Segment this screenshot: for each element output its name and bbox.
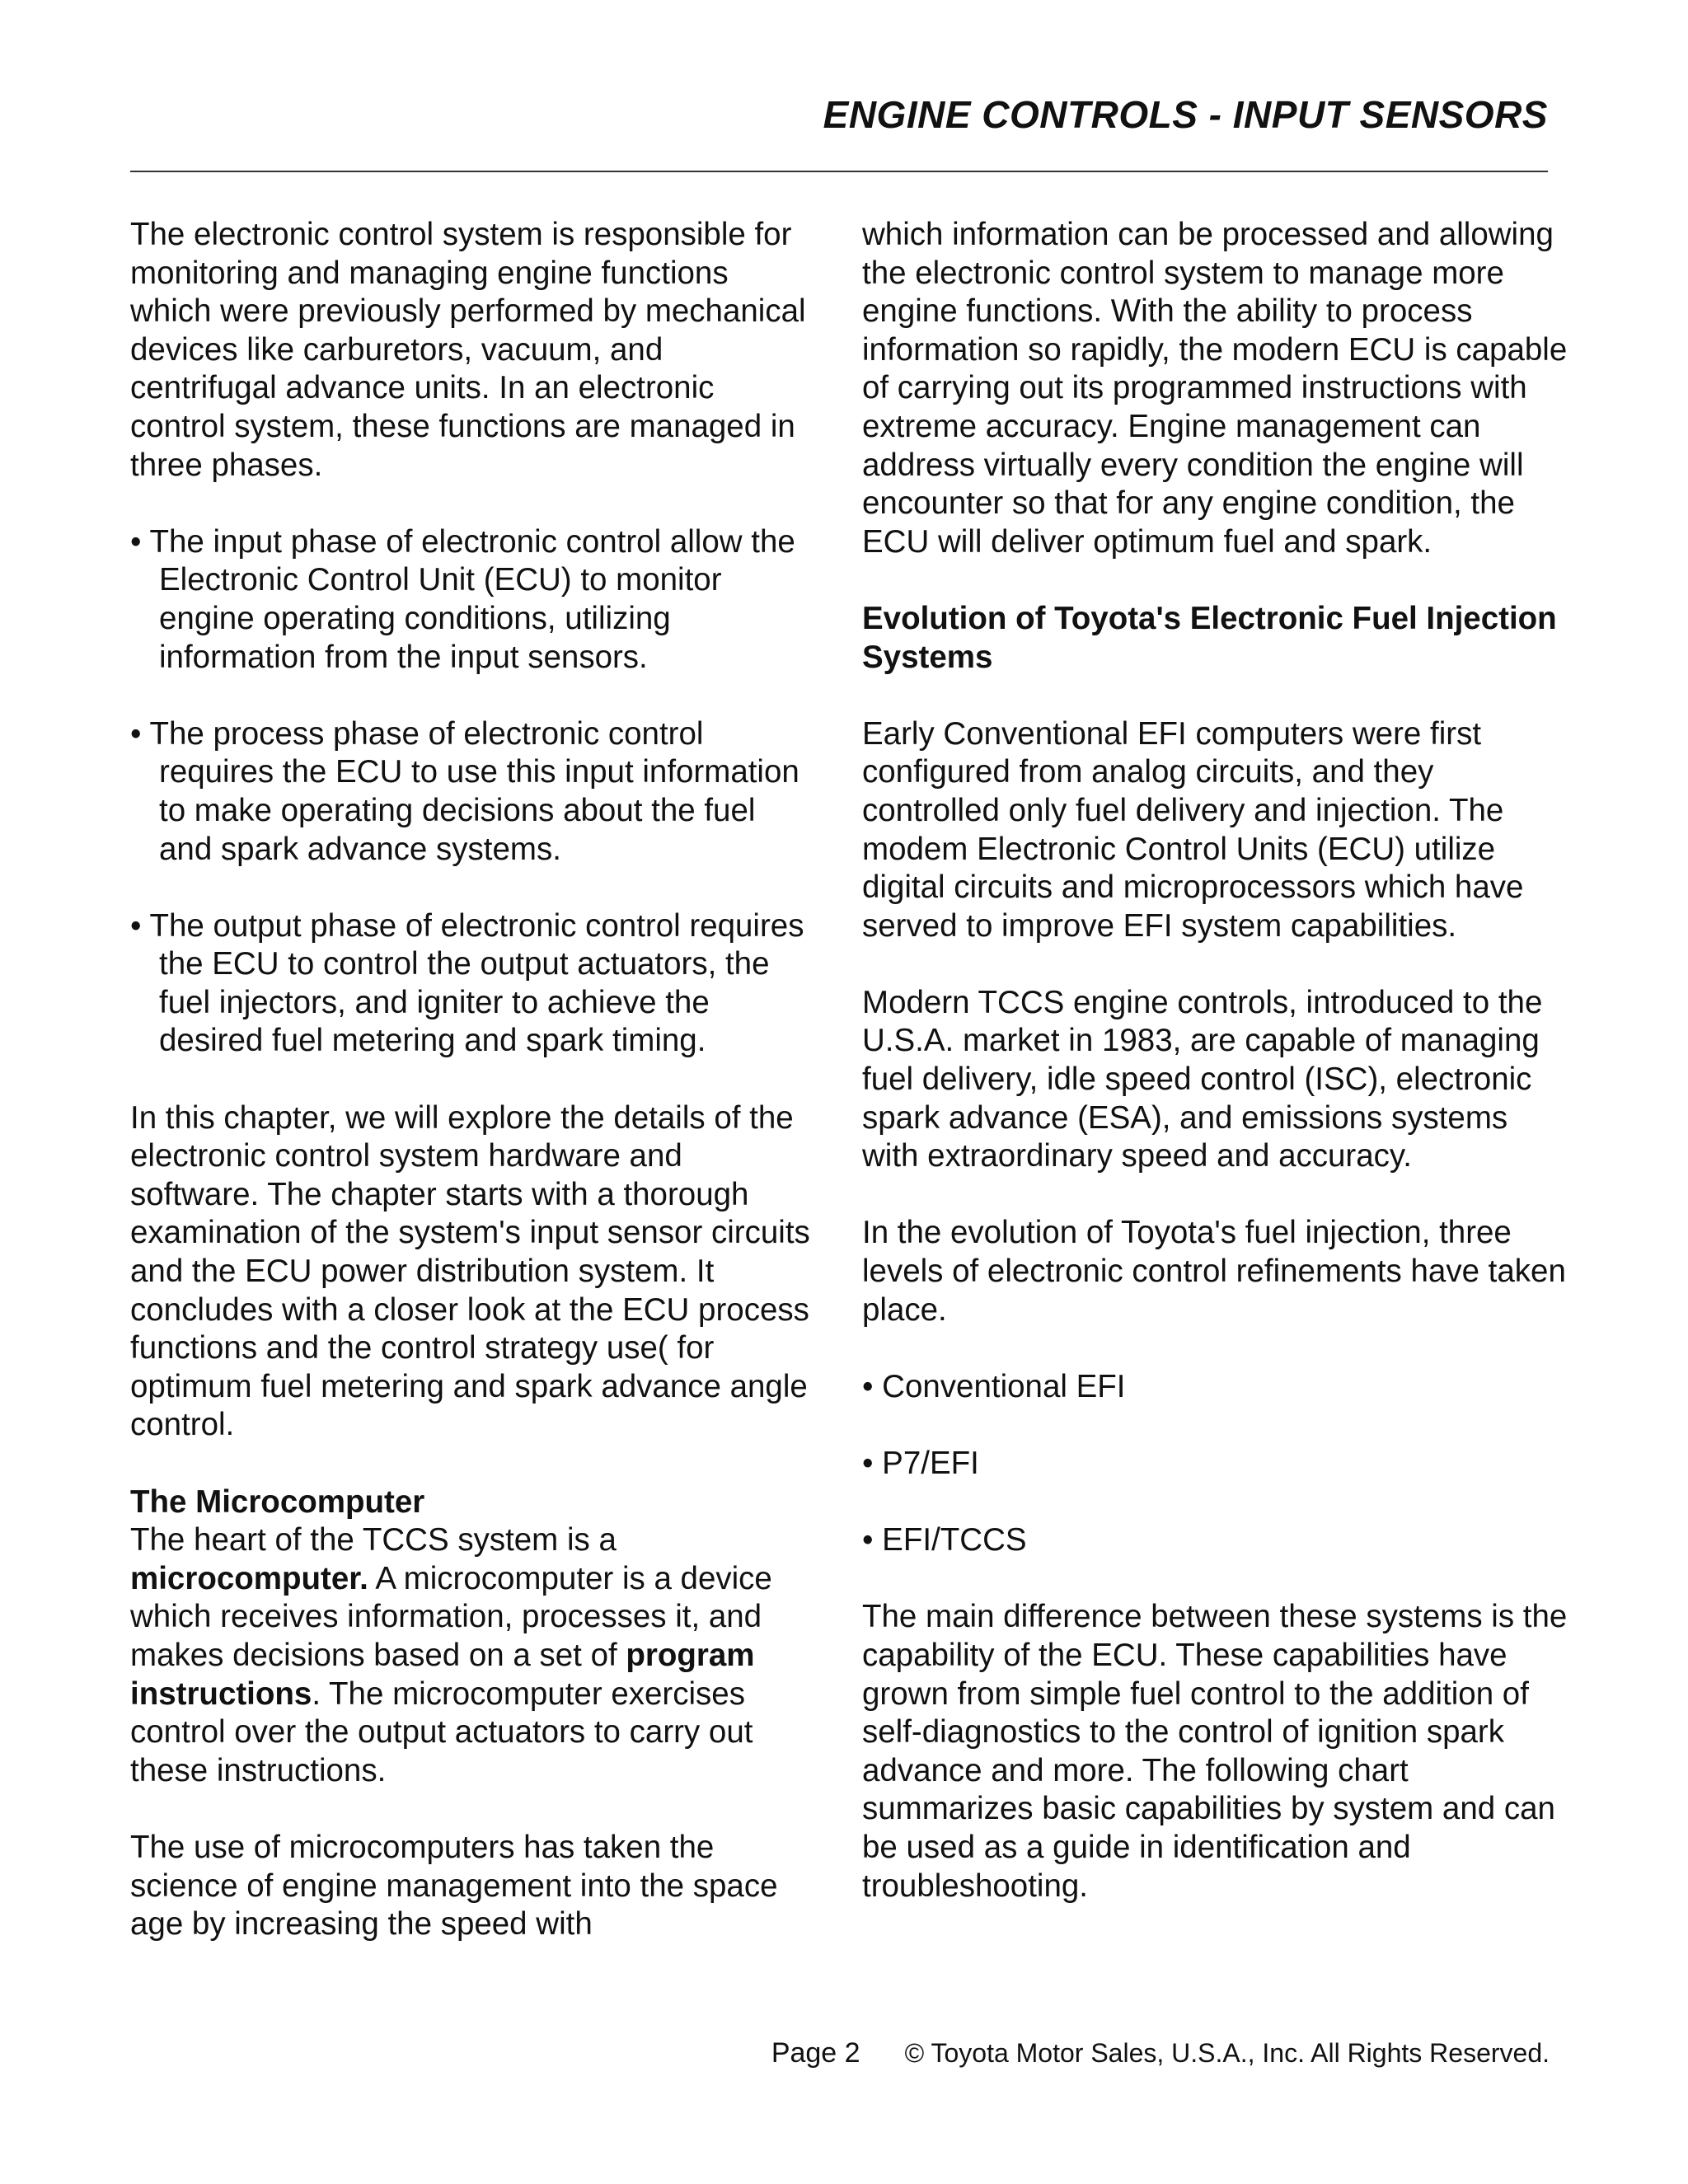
- micro-text-1: The heart of the TCCS system is a: [130, 1522, 617, 1558]
- intro-paragraph: The electronic control system is responsible for monitoring and managing engine functions which were previously performed by mechanical devices like carburetors, vacuum, and centrifugal advance units. In an electronic control system, these functions are managed in three phases.: [130, 217, 806, 483]
- level-item-efi-tccs: • EFI/TCCS: [862, 1522, 1027, 1558]
- page-number: Page 2: [771, 2037, 860, 2069]
- bullet-process-phase: • The process phase of electronic control requires the ECU to use this input information to make operating decisions about the fuel and spark advance systems.: [130, 715, 799, 867]
- micro-bold-microcomputer: microcomputer.: [130, 1560, 368, 1596]
- evolution-heading: [862, 600, 1571, 677]
- early-efi-paragraph: Early Conventional EFI computers were first configured from analog circuits, and they controlled only fuel delivery and injection. The modem Electronic Control Units (ECU) utilize digital circuits and microprocessors which have served to improve EFI system capabilities.: [862, 715, 1524, 944]
- difference-paragraph: The main difference between these systems is the capability of the ECU. These capabilities have grown from simple fuel control to the addition of self-diagnostics to the control of ignition spark advance and more. The following chart summarizes basic capabilities by system and can be used as a guide in identification and troubleshooting.: [862, 1599, 1568, 1904]
- header-divider: [130, 171, 1548, 172]
- bullet-input-phase: • The input phase of electronic control allow the Electronic Control Unit (ECU) to monitor engine operating conditions, utilizing information from the input sensors.: [130, 523, 795, 675]
- evolution-heading-text: Evolution of Toyota's Electronic Fuel Injection Systems: [862, 600, 1557, 675]
- left-column: [130, 216, 814, 1982]
- chapter-paragraph: In this chapter, we will explore the details of the electronic control system hardware and software. The chapter starts with a thorough examination of the system's input sensor circuits and the ECU power distribution system. It concludes with a closer look at the ECU process functions and the control strategy use( for optimum fuel metering and spark advance angle control.: [130, 1099, 810, 1443]
- bullet-output-phase: • The output phase of electronic control requires the ECU to control the output actuators, the fuel injectors, and igniter to achieve the desired fuel metering and spark timing.: [130, 907, 804, 1059]
- micro-text-2: A microcomputer is a device which receives information, processes it, and makes decisions based on a set of: [130, 1560, 772, 1673]
- micro-text-3: . The microcomputer exercises control over the output actuators to carry out these instructions.: [130, 1675, 753, 1788]
- page-header-title: ENGINE CONTROLS - INPUT SENSORS: [823, 93, 1548, 136]
- right-column: [862, 216, 1571, 1944]
- levels-paragraph: In the evolution of Toyota's fuel injection, three levels of electronic control refinements have taken place.: [862, 1215, 1566, 1328]
- continued-paragraph: which information can be processed and allowing the electronic control system to manage more engine functions. With the ability to process information so rapidly, the modern ECU is capable of carrying out its programmed instructions with extreme accuracy. Engine management can address virtually every condition the engine will encounter so that for any engine condition, the ECU will deliver optimum fuel and spark.: [862, 217, 1568, 560]
- microcomputer-paragraph: [130, 1521, 814, 1790]
- microcomputer-use-paragraph: The use of microcomputers has taken the science of engine management into the space age by increasing the speed with: [130, 1829, 778, 1943]
- microcomputer-heading-text: The Microcomputer: [130, 1483, 425, 1520]
- micro-bold-program-instructions: program instructions: [130, 1637, 755, 1712]
- level-item-p7-efi: • P7/EFI: [862, 1446, 979, 1481]
- tccs-paragraph: Modern TCCS engine controls, introduced to the U.S.A. market in 1983, are capable of managing fuel delivery, idle speed control (ISC), electronic spark advance (ESA), and emissions systems with extraordinary speed and accuracy.: [862, 984, 1543, 1174]
- copyright-notice: © Toyota Motor Sales, U.S.A., Inc. All Rights Reserved.: [904, 2038, 1550, 2068]
- page-footer: [771, 2037, 1550, 2069]
- microcomputer-heading: [130, 1483, 814, 1522]
- level-item-conventional-efi: • Conventional EFI: [862, 1368, 1126, 1404]
